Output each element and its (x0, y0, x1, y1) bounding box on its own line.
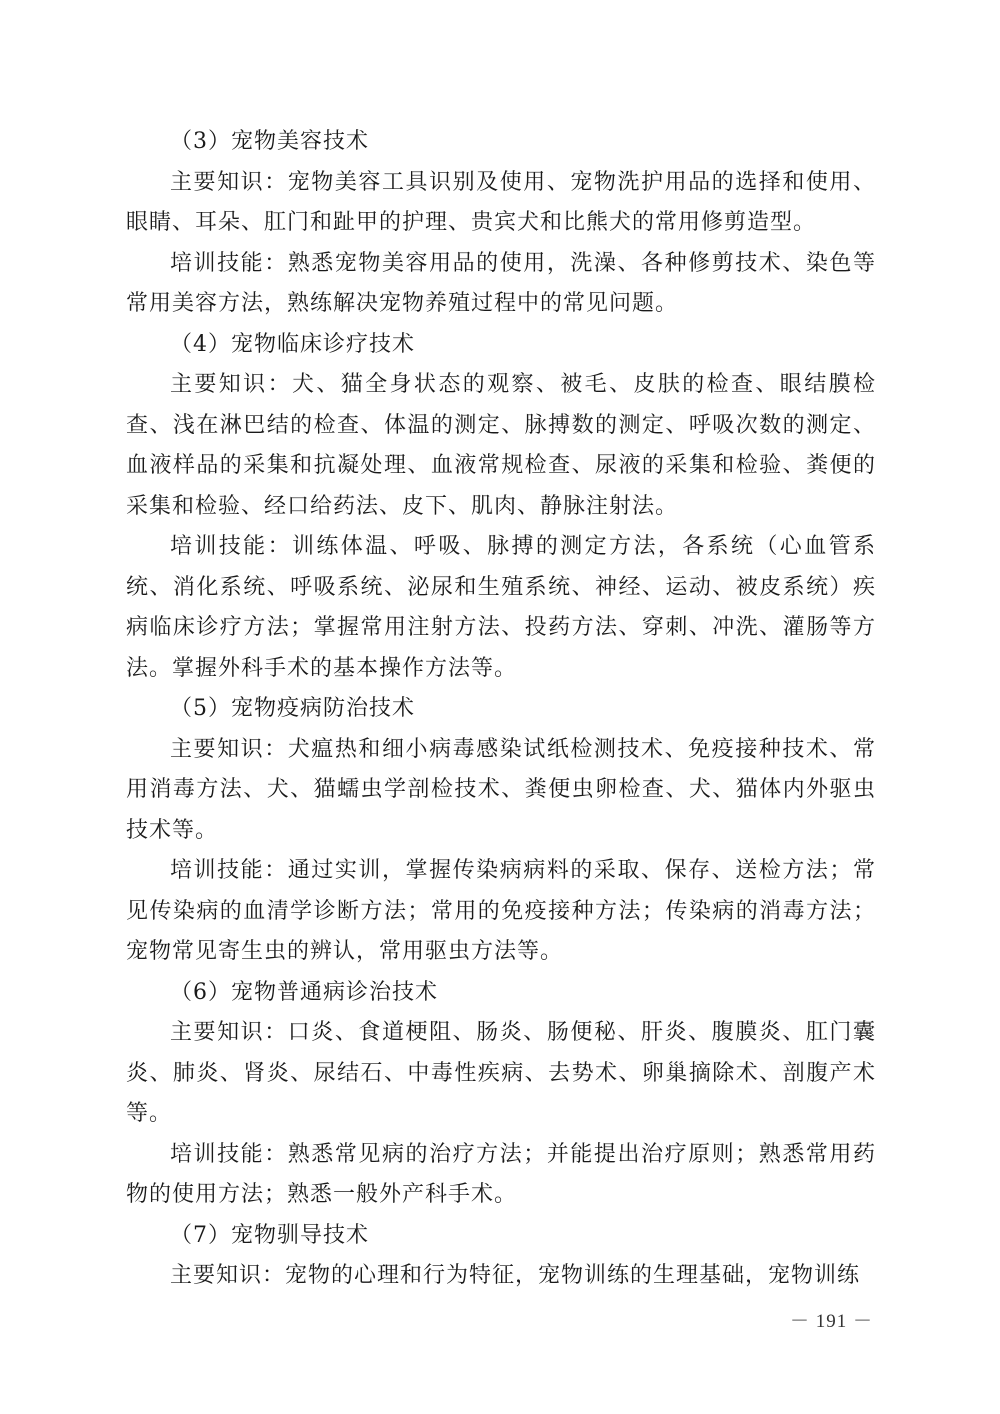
knowledge-paragraph: 主要知识：犬瘟热和细小病毒感染试纸检测技术、免疫接种技术、常用消毒方法、犬、猫蠕虫学剖检技术、粪便虫卵检查、犬、猫体内外驱虫技术等。 (126, 736, 876, 843)
skills-paragraph: 培训技能：通过实训，掌握传染病病料的采取、保存、送检方法；常见传染病的血清学诊断方法；常用的免疫接种方法；传染病的消毒方法；宠物常见寄生虫的辨认，常用驱虫方法等。 (126, 858, 876, 964)
knowledge-paragraph: 主要知识：宠物美容工具识别及使用、宠物洗护用品的选择和使用、眼睛、耳朵、肛门和趾甲的护理、贵宾犬和比熊犬的常用修剪造型。 (126, 169, 876, 235)
section-heading: （4）宠物临床诊疗技术 (170, 331, 415, 357)
page-number: － 191 － (790, 1311, 874, 1332)
section-heading: （5）宠物疫病防治技术 (170, 696, 415, 721)
section-heading: （7）宠物驯导技术 (170, 1222, 369, 1248)
section-heading: （6）宠物普通病诊治技术 (170, 979, 438, 1005)
section-4 (126, 325, 876, 690)
section-7 (126, 1216, 876, 1297)
section-5 (126, 689, 876, 973)
knowledge-paragraph: 主要知识：犬、猫全身状态的观察、被毛、皮肤的检查、眼结膜检查、浅在淋巴结的检查、体温的测定、脉搏数的测定、呼吸次数的测定、血液样品的采集和抗凝处理、血液常规检查、尿液的采集和检验、粪便的采集和检验、经口给药法、皮下、肌肉、静脉注射法。 (126, 372, 876, 519)
skills-paragraph: 培训技能：训练体温、呼吸、脉搏的测定方法，各系统（心血管系统、消化系统、呼吸系统、泌尿和生殖系统、神经、运动、被皮系统）疾病临床诊疗方法；掌握常用注射方法、投药方法、穿刺、冲洗、灌肠等方法。掌握外科手术的基本操作方法等。 (126, 534, 876, 681)
skills-paragraph: 培训技能：熟悉常见病的治疗方法；并能提出治疗原则；熟悉常用药物的使用方法；熟悉一般外产科手术。 (126, 1141, 876, 1207)
document-body (126, 122, 876, 1297)
knowledge-paragraph: 主要知识：宠物的心理和行为特征，宠物训练的生理基础，宠物训练 (170, 1263, 861, 1288)
knowledge-paragraph: 主要知识：口炎、食道梗阻、肠炎、肠便秘、肝炎、腹膜炎、肛门囊炎、肺炎、肾炎、尿结石、中毒性疾病、去势术、卵巢摘除术、剖腹产术等。 (126, 1020, 876, 1126)
section-6 (126, 973, 876, 1216)
skills-paragraph: 培训技能：熟悉宠物美容用品的使用，洗澡、各种修剪技术、染色等常用美容方法，熟练解决宠物养殖过程中的常见问题。 (126, 250, 876, 316)
section-3 (126, 122, 876, 325)
section-heading: （3）宠物美容技术 (170, 129, 369, 154)
